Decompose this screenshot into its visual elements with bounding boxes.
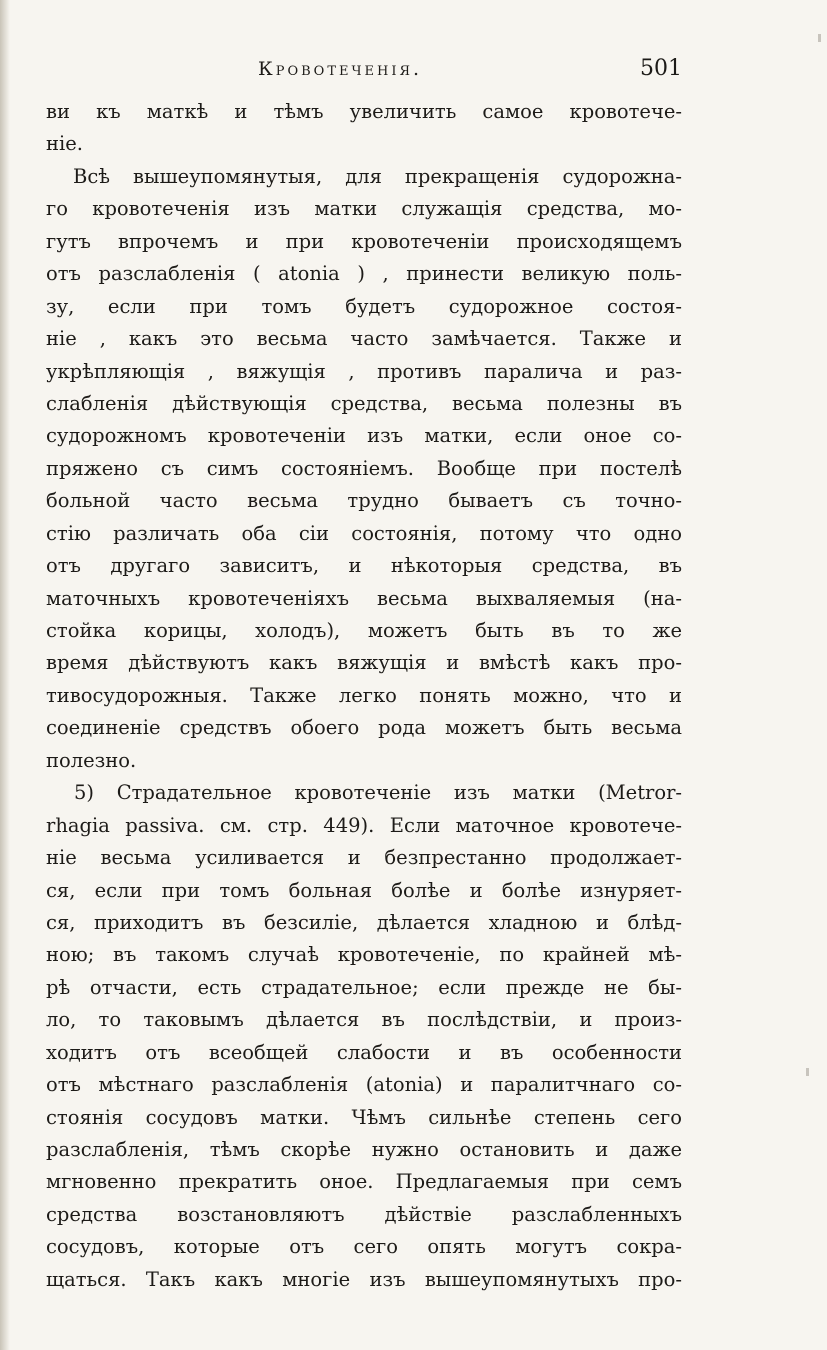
text-line: ся, если при томъ больная болѣе и болѣе изнуряет- <box>46 878 682 902</box>
text-line: отъ мѣстнаго разслабленія (atonia) и паралитчнаго со- <box>46 1073 682 1097</box>
text-line: сосудовъ, которые отъ сего опять могутъ сокра- <box>46 1235 682 1259</box>
text-line: судорожномъ кровотеченіи изъ матки, если оное со- <box>46 424 682 448</box>
text-line: rhagia passiva. см. стр. 449). Если маточное кровотече- <box>46 813 682 837</box>
text-line: разслабленія, тѣмъ скорѣе нужно остановить и даже <box>46 1138 682 1161</box>
text-line: гутъ впрочемъ и при кровотеченіи происходящемъ <box>46 229 682 253</box>
paper-speck <box>806 1068 809 1076</box>
binding-gutter-shadow <box>0 0 10 1350</box>
text-line: маточныхъ кровотеченіяхъ весьма выхваляемыя (на- <box>46 586 682 610</box>
text-line: щаться. Такъ какъ многіе изъ вышеупомянутыхъ про- <box>46 1267 682 1291</box>
text-line: пряжено съ симъ состояніемъ. Вообще при постелѣ <box>46 456 682 480</box>
text-line: больной часто весьма трудно бываетъ съ точно- <box>46 489 682 513</box>
text-line: тивосудорожныя. Также легко понять можно, что и <box>46 683 682 707</box>
text-line: ходитъ отъ всеобщей слабости и въ особенности <box>46 1040 682 1064</box>
text-line: средства возстановляютъ дѣйствіе разслабленныхъ <box>46 1202 682 1226</box>
text-line: ніе. <box>46 132 83 156</box>
text-line: ви къ маткѣ и тѣмъ увеличить самое кровотече- <box>46 100 682 123</box>
text-line: соединеніе средствъ обоего рода можетъ быть весьма <box>46 716 682 740</box>
text-line: мгновенно прекратить оное. Предлагаемыя при семъ <box>46 1170 682 1194</box>
text-line: стойка корицы, холодъ), можетъ быть въ то же <box>46 619 682 642</box>
text-line: слабленія дѣйствующія средства, весьма полезны въ <box>46 391 682 415</box>
text-line: отъ разслабленія ( atonia ) , принести великую поль- <box>46 262 682 286</box>
text-line: ло, то таковымъ дѣлается въ послѣдствіи, и произ- <box>46 1008 682 1032</box>
paper-speck <box>818 34 821 42</box>
text-line: укрѣпляющія , вяжущія , противъ паралича и раз- <box>46 359 682 383</box>
section-heading-line: 5) Страдательное кровотеченіе изъ матки (Metror- <box>74 781 682 805</box>
text-line: стоянія сосудовъ матки. Чѣмъ сильнѣе степень сего <box>46 1105 682 1129</box>
text-line: го кровотеченія изъ матки служащія средства, мо- <box>46 197 682 221</box>
page-header <box>0 58 827 92</box>
text-line: полезно. <box>46 748 137 772</box>
text-line: рѣ отчасти, есть страдательное; если прежде не бы- <box>46 975 682 999</box>
text-line: ніе , какъ это весьма часто замѣчается. Также и <box>46 327 682 351</box>
text-line: стію различать оба сіи состоянія, потому что одно <box>46 521 682 545</box>
text-line: ся, приходитъ въ безсиліе, дѣлается хладною и блѣд- <box>46 910 682 934</box>
text-line: отъ другаго зависитъ, и нѣкоторыя средства, въ <box>46 554 682 578</box>
running-title: Кровотеченія. <box>258 58 423 80</box>
text-line: зу, если при томъ будетъ судорожное состоя- <box>46 294 682 318</box>
paragraph-first-line: Всѣ вышеупомянутыя, для прекращенія судорожна- <box>73 164 682 188</box>
page-number: 501 <box>640 56 682 81</box>
text-line: ною; въ такомъ случаѣ кровотеченіе, по крайней мѣ- <box>46 943 682 967</box>
text-line: ніе весьма усиливается и безпрестанно продолжает- <box>46 846 682 870</box>
text-line: время дѣйствуютъ какъ вяжущія и вмѣстѣ какъ про- <box>46 651 682 675</box>
body-text <box>46 96 682 1296</box>
